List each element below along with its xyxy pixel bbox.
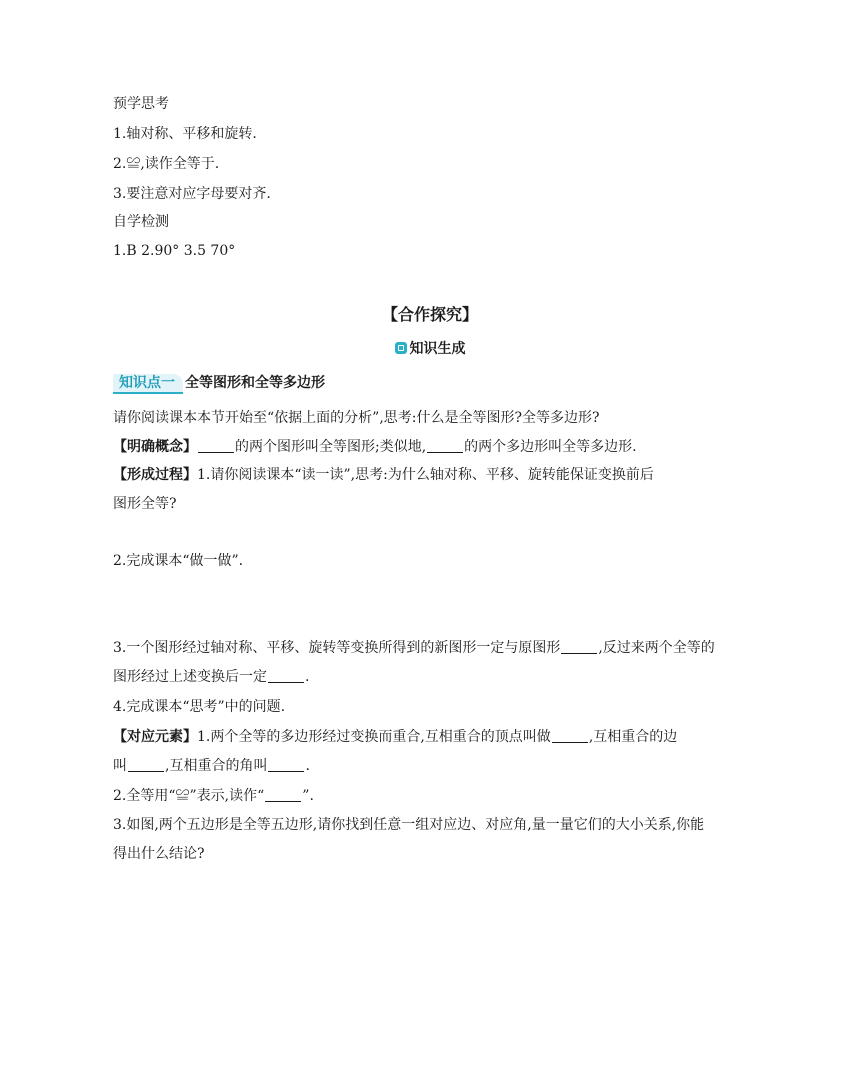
process-line-1b: 图形全等? xyxy=(113,496,177,512)
preview-item-2: 2.≌,读作全等于. xyxy=(113,156,220,172)
preview-item-3: 3.要注意对应字母要对齐. xyxy=(113,186,271,202)
answer-blank xyxy=(268,757,304,772)
answer-blank xyxy=(561,639,597,654)
process-line-1 xyxy=(113,465,654,485)
element-text-1e: . xyxy=(305,758,310,774)
process-line-2: 2.完成课本“做一做”. xyxy=(113,553,244,569)
answer-blank xyxy=(198,438,234,453)
concept-line xyxy=(113,437,637,457)
section-subtitle-text: 知识生成 xyxy=(409,341,466,357)
process-line-3b xyxy=(113,667,309,687)
knowledge-point-badge: 知识点一 xyxy=(113,374,183,394)
preview-item-1: 1.轴对称、平移和旋转. xyxy=(113,126,257,142)
element-text-1a: 1.两个全等的多边形经过变换而重合,互相重合的顶点叫做 xyxy=(197,729,551,745)
concept-text-b: 的两个多边形叫全等多边形. xyxy=(464,439,637,455)
preview-heading: 预学思考 xyxy=(113,96,169,112)
process-text-3b: ,反过来两个全等的 xyxy=(598,640,715,656)
element-text-2b: ”. xyxy=(302,788,314,804)
answer-blank xyxy=(128,757,164,772)
answer-blank xyxy=(552,728,588,743)
element-line-2 xyxy=(113,786,314,806)
element-line-3a: 3.如图,两个五边形是全等五边形,请你找到任意一组对应边、对应角,量一量它们的大小关系,你能 xyxy=(113,817,705,833)
intro-question: 请你阅读课本本节开始至“依据上面的分析”,思考:什么是全等图形?全等多边形? xyxy=(113,410,600,426)
process-line-3a xyxy=(113,638,715,658)
answer-blank xyxy=(268,668,304,683)
concept-tag: 【明确概念】 xyxy=(113,439,197,455)
knowledge-point-title: 全等图形和全等多边形 xyxy=(185,375,325,391)
process-text-3d: . xyxy=(305,669,310,685)
process-text-3a: 3.一个图形经过轴对称、平移、旋转等变换所得到的新图形一定与原图形 xyxy=(113,640,561,656)
process-text-1a: 1.请你阅读课本“读一读”,思考:为什么轴对称、平移、旋转能保证变换前后 xyxy=(197,467,654,483)
self-check-heading: 自学检测 xyxy=(113,214,169,230)
element-line-3b: 得出什么结论? xyxy=(113,846,205,862)
process-tag: 【形成过程】 xyxy=(113,467,197,483)
answer-blank xyxy=(427,438,463,453)
section-subtitle xyxy=(0,338,860,358)
element-text-1d: ,互相重合的角叫 xyxy=(165,758,268,774)
section-title: 【合作探究】 xyxy=(381,305,478,324)
knowledge-icon xyxy=(395,342,407,354)
element-line-1b xyxy=(113,756,310,776)
knowledge-point-header xyxy=(113,372,325,392)
self-check-answers: 1.B 2.90° 3.5 70° xyxy=(113,243,236,259)
concept-text-a: 的两个图形叫全等图形;类似地, xyxy=(235,439,427,455)
element-line-1 xyxy=(113,727,677,747)
process-text-3c: 图形经过上述变换后一定 xyxy=(113,669,267,685)
element-text-2a: 2.全等用“≌”表示,读作“ xyxy=(113,788,265,804)
answer-blank xyxy=(265,787,301,802)
process-line-4: 4.完成课本“思考”中的问题. xyxy=(113,699,286,715)
element-text-1b: ,互相重合的边 xyxy=(588,729,678,745)
element-tag: 【对应元素】 xyxy=(113,729,197,745)
element-text-1c: 叫 xyxy=(113,758,127,774)
